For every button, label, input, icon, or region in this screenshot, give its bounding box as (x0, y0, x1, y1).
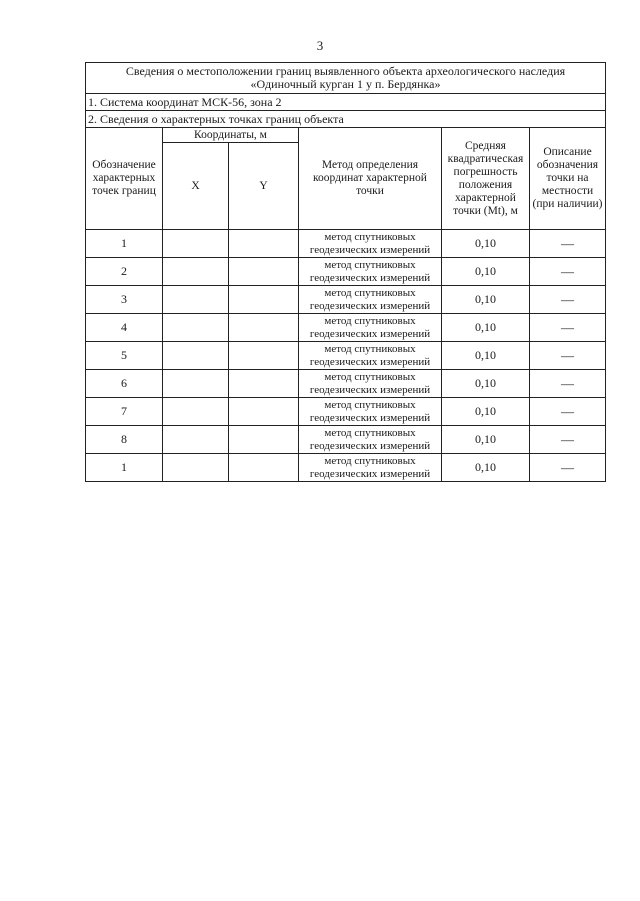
method-line-2: геодезических измерений (309, 299, 431, 312)
method-cell (299, 398, 442, 426)
method-line-2: геодезических измерений (309, 243, 431, 256)
point-number-cell: 2 (86, 258, 163, 286)
method-line-1: метод спутниковых (324, 454, 416, 467)
x-coordinate-cell (163, 314, 229, 342)
description-cell: — (530, 230, 606, 258)
y-coordinate-cell (229, 258, 299, 286)
mean-error-cell: 0,10 (442, 230, 530, 258)
y-coordinate-cell (229, 286, 299, 314)
x-coordinate-cell (163, 286, 229, 314)
method-cell (299, 426, 442, 454)
y-coordinate-cell (229, 230, 299, 258)
title-line-2: «Одиночный курган 1 у п. Бердянка» (250, 77, 441, 91)
method-line-1: метод спутниковых (324, 398, 416, 411)
point-number-cell: 1 (86, 230, 163, 258)
points-section-heading: 2. Сведения о характерных точках границ объекта (86, 111, 606, 128)
y-coordinate-cell (229, 314, 299, 342)
header-coordinates: Координаты, м (163, 128, 299, 143)
method-line-2: геодезических измерений (309, 271, 431, 284)
method-cell (299, 286, 442, 314)
header-x: X (163, 143, 229, 230)
description-cell: — (530, 426, 606, 454)
method-line-2: геодезических измерений (309, 327, 431, 340)
description-cell: — (530, 286, 606, 314)
method-line-2: геодезических измерений (309, 411, 431, 424)
header-mean-error: Средняя квадратическая погрешность положения характерной точки (Mt), м (442, 128, 530, 230)
y-coordinate-cell (229, 454, 299, 482)
x-coordinate-cell (163, 454, 229, 482)
description-cell: — (530, 314, 606, 342)
description-cell: — (530, 398, 606, 426)
description-cell: — (530, 454, 606, 482)
table-row (86, 258, 606, 286)
y-coordinate-cell (229, 426, 299, 454)
method-cell (299, 370, 442, 398)
x-coordinate-cell (163, 342, 229, 370)
header-method: Метод определения координат характерной точки (299, 128, 442, 230)
x-coordinate-cell (163, 398, 229, 426)
x-coordinate-cell (163, 370, 229, 398)
point-number-cell: 1 (86, 454, 163, 482)
x-coordinate-cell (163, 426, 229, 454)
point-number-cell: 6 (86, 370, 163, 398)
mean-error-cell: 0,10 (442, 398, 530, 426)
table-row (86, 454, 606, 482)
method-line-2: геодезических измерений (309, 439, 431, 452)
method-cell (299, 342, 442, 370)
method-line-1: метод спутниковых (324, 258, 416, 271)
method-line-2: геодезических измерений (309, 383, 431, 396)
mean-error-cell: 0,10 (442, 258, 530, 286)
method-line-1: метод спутниковых (324, 314, 416, 327)
mean-error-cell: 0,10 (442, 314, 530, 342)
header-point-designation: Обозначение характерных точек границ (86, 128, 163, 230)
title-line-1: Сведения о местоположении границ выявленного объекта археологического наследия (125, 64, 566, 78)
y-coordinate-cell (229, 342, 299, 370)
header-description: Описание обозначения точки на местности (при наличии) (530, 128, 606, 230)
table-row (86, 370, 606, 398)
method-line-1: метод спутниковых (324, 342, 416, 355)
point-number-cell: 5 (86, 342, 163, 370)
mean-error-cell: 0,10 (442, 454, 530, 482)
method-line-1: метод спутниковых (324, 426, 416, 439)
description-cell: — (530, 258, 606, 286)
point-number-cell: 7 (86, 398, 163, 426)
document-title (86, 63, 606, 94)
table-row (86, 314, 606, 342)
point-number-cell: 4 (86, 314, 163, 342)
method-line-1: метод спутниковых (324, 230, 416, 243)
page-number: 3 (316, 38, 324, 53)
method-cell (299, 258, 442, 286)
method-line-1: метод спутниковых (324, 370, 416, 383)
table-row (86, 230, 606, 258)
method-line-1: метод спутниковых (324, 286, 416, 299)
table-row (86, 342, 606, 370)
table-row (86, 398, 606, 426)
x-coordinate-cell (163, 230, 229, 258)
mean-error-cell: 0,10 (442, 370, 530, 398)
method-line-2: геодезических измерений (309, 355, 431, 368)
table-row (86, 426, 606, 454)
method-cell (299, 454, 442, 482)
point-number-cell: 8 (86, 426, 163, 454)
point-number-cell: 3 (86, 286, 163, 314)
description-cell: — (530, 370, 606, 398)
method-cell (299, 314, 442, 342)
y-coordinate-cell (229, 370, 299, 398)
mean-error-cell: 0,10 (442, 342, 530, 370)
coordinate-system-info: 1. Система координат МСК-56, зона 2 (86, 94, 606, 111)
method-line-2: геодезических измерений (309, 467, 431, 480)
x-coordinate-cell (163, 258, 229, 286)
mean-error-cell: 0,10 (442, 286, 530, 314)
description-cell: — (530, 342, 606, 370)
table-row (86, 286, 606, 314)
method-cell (299, 230, 442, 258)
mean-error-cell: 0,10 (442, 426, 530, 454)
boundary-points-table (85, 62, 606, 482)
y-coordinate-cell (229, 398, 299, 426)
header-y: Y (229, 143, 299, 230)
